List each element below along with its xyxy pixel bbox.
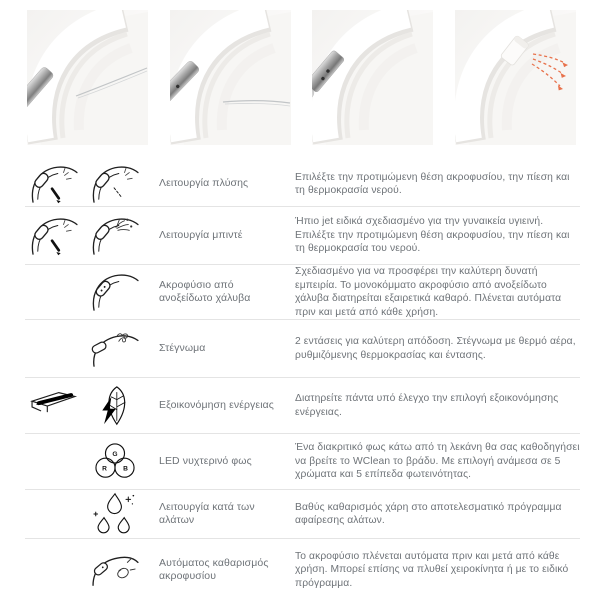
nozzle-bidet-jet-photo <box>170 10 291 145</box>
feature-description: Σχεδιασμένο για να προσφέρει την καλύτερη δυνατή εμπειρία. Το μονοκόμματο ακροφύσιο από ανοξείδωτο χάλυβα διατηρείται εξαιρετικά καθαρό. Πλένεται αυτόματα πριν και μετά από κάθε χρήση. <box>287 265 580 319</box>
wash-jet-seat-icon <box>25 163 83 205</box>
steel-nozzle-icon <box>83 271 147 313</box>
feature-description: Το ακροφύσιο πλένεται αυτόματα πριν και μετά από κάθε χρήση. Μπορεί επίσης να πλυθεί χειροκίνητα ή με το ειδικό πρόγραμμα. <box>287 550 580 591</box>
feature-description: Βαθύς καθαρισμός χάρη στο αποτελεσματικό πρόγραμμα αφαίρεσης αλάτων. <box>287 501 580 528</box>
feature-name: LED νυχτερινό φως <box>147 455 287 469</box>
feature-row-steel-nozzle <box>25 265 580 320</box>
feature-name: Λειτουργία πλύσης <box>147 177 287 191</box>
feature-name: Ακροφύσιο από ανοξείδωτο χάλυβα <box>147 279 287 306</box>
wash-jet-seat-icon <box>25 215 83 257</box>
nozzle-self-clean-icon <box>83 549 147 591</box>
feature-row-bidet <box>25 207 580 265</box>
feature-row-wash <box>25 162 580 207</box>
rgb-led-icon <box>83 442 147 482</box>
feature-name: Αυτόματος καθαρισμός ακροφυσίου <box>147 557 287 584</box>
feature-description: Ήπιο jet ειδικά σχεδιασμένο για την γυναικεία υγιεινή. Επιλέξτε την προτιμώμενη θέση ακροφυσίου, την πίεση και τη θερμοκρασία του νερού. <box>287 215 580 256</box>
feature-row-energy <box>25 378 580 434</box>
energy-leaf-bolt-icon <box>83 385 147 427</box>
feature-row-dryer <box>25 320 580 378</box>
nozzle-extended-steel-photo <box>312 10 433 145</box>
feature-description: Διατηρείτε πάντα υπό έλεγχο την επιλογή εξοικονόμησης ενέργειας. <box>287 392 580 419</box>
wash-position-seat-icon <box>83 163 147 205</box>
feature-description: Επιλέξτε την προτιμώμενη θέση ακροφυσίου, την πίεση και τη θερμοκρασία νερού. <box>287 171 580 198</box>
descale-drops-icon <box>83 492 147 536</box>
bidet-spray-seat-icon <box>83 215 147 257</box>
feature-name: Λειτουργία μπιντέ <box>147 229 287 243</box>
feature-table <box>25 162 580 601</box>
led-letter-r: R <box>102 465 107 472</box>
feature-description: 2 εντάσεις για καλύτερη απόδοση. Στέγνωμα με θερμό αέρα, ρυθμιζόμενης θερμοκρασίας και έντασης. <box>287 335 580 362</box>
feature-name: Εξοικονόμηση ενέργειας <box>147 399 287 413</box>
product-image-gallery <box>0 0 600 145</box>
nozzle-retracted-dryer-photo <box>455 10 576 145</box>
led-letter-b: B <box>123 465 128 472</box>
dryer-seat-icon <box>83 328 147 370</box>
nozzle-wash-jet-photo <box>27 10 148 145</box>
heated-seat-icon <box>25 385 83 427</box>
feature-name: Στέγνωμα <box>147 342 287 356</box>
feature-row-led <box>25 434 580 490</box>
feature-description: Ένα διακριτικό φως κάτω από τη λεκάνη θα σας καθοδηγήσει να βρείτε το WClean το βράδυ. Με επιλογή ανάμεσα σε 5 χρώματα και 5 επίπεδα φωτεινότητας. <box>287 441 580 482</box>
feature-name: Λειτουργία κατά των αλάτων <box>147 501 287 528</box>
feature-row-descale <box>25 490 580 539</box>
led-letter-g: G <box>112 450 117 457</box>
feature-row-self-clean <box>25 539 580 601</box>
